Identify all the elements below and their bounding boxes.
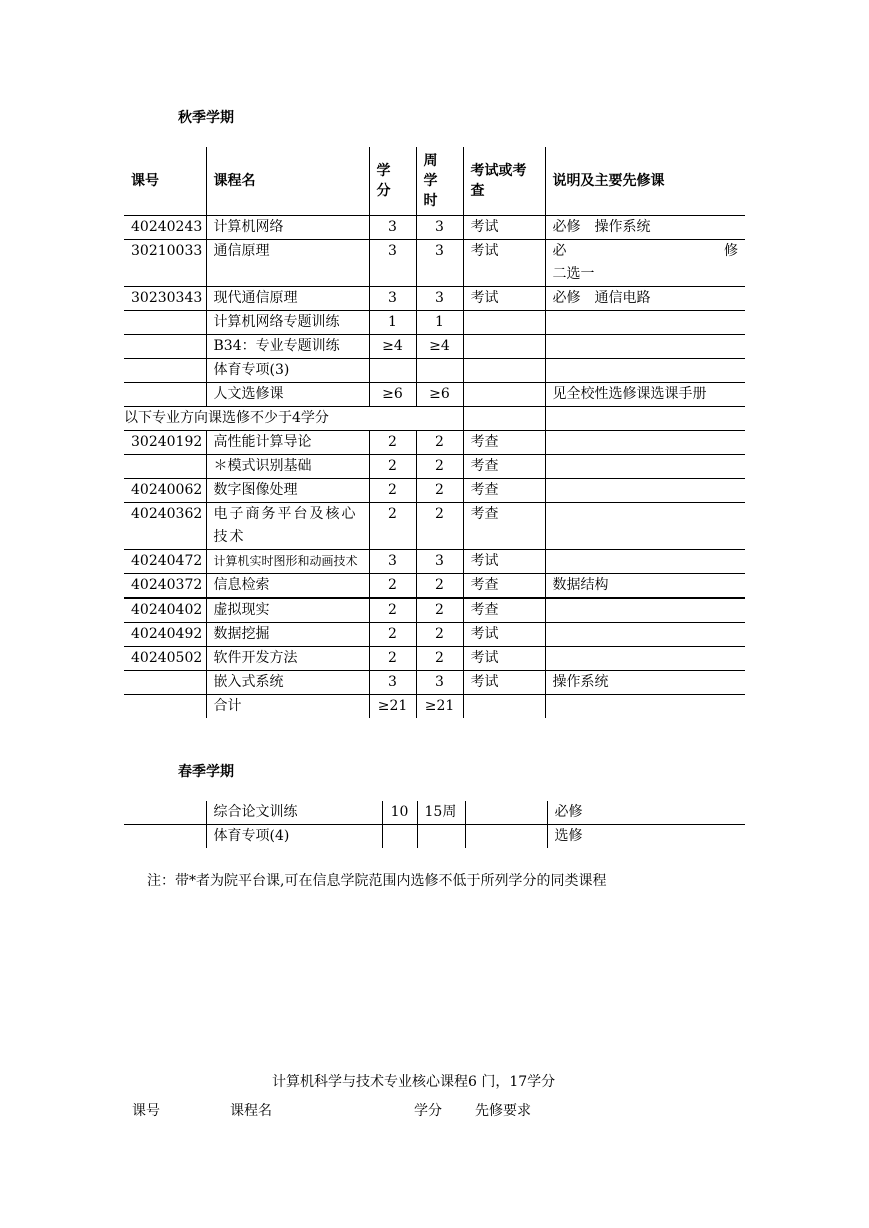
table-row (124, 358, 745, 382)
course-credit: 2 (369, 430, 416, 454)
course-name: 计算机实时图形和动画技术 (206, 549, 369, 573)
course-exam: 考查 (463, 430, 545, 454)
table-row (124, 694, 745, 718)
course-exam: 考试 (463, 215, 545, 239)
table-row (124, 502, 745, 549)
course-credit: 2 (369, 573, 416, 598)
course-notes: 必修 操作系统 (545, 215, 745, 239)
header-hours: 周 学 时 (416, 147, 463, 215)
header-notes: 说明及主要先修课 (545, 147, 745, 215)
course-exam: 考试 (463, 239, 545, 286)
table-row (124, 239, 745, 286)
table-row (124, 801, 745, 825)
notes-line2: 二选一 (552, 265, 595, 282)
course-notes (545, 502, 745, 549)
course-code: 40240502 (124, 646, 206, 670)
table-row (124, 549, 745, 573)
course-exam (463, 334, 545, 358)
course-code (124, 334, 206, 358)
course-code (124, 310, 206, 334)
course-name: 通信原理 (206, 239, 369, 286)
core-header-code: 课号 (132, 1103, 160, 1119)
table-row (124, 310, 745, 334)
spring-course-table (124, 801, 745, 848)
course-code: 40240372 (124, 573, 206, 598)
section-span-label: 以下专业方向课选修不少于4学分 (124, 406, 463, 430)
table-row (124, 430, 745, 454)
table-row (124, 334, 745, 358)
table-row (124, 406, 745, 430)
course-notes (545, 334, 745, 358)
course-hours: 3 (416, 549, 463, 573)
autumn-course-table (124, 147, 745, 718)
course-exam: 考查 (463, 454, 545, 478)
course-hours: 3 (416, 215, 463, 239)
course-notes (545, 694, 745, 718)
course-hours (417, 825, 465, 849)
course-notes: 见全校性选修课选课手册 (545, 382, 745, 406)
notes-left: 必 (552, 242, 567, 259)
course-notes (545, 430, 745, 454)
course-exam: 考查 (463, 502, 545, 549)
course-notes (545, 549, 745, 573)
course-hours: 2 (416, 573, 463, 598)
course-name: 嵌入式系统 (206, 670, 369, 694)
course-notes: 操作系统 (545, 670, 745, 694)
core-courses-title: 计算机科学与技术专业核心课程6 门，17学分 (272, 1074, 556, 1090)
course-name: 现代通信原理 (206, 286, 369, 310)
notes-line (553, 240, 739, 263)
course-notes (545, 646, 745, 670)
course-exam: 考试 (463, 646, 545, 670)
table-row (124, 215, 745, 239)
course-code: 40240243 (124, 215, 206, 239)
course-hours: 1 (416, 310, 463, 334)
course-exam (463, 358, 545, 382)
spring-semester-title: 春季学期 (178, 764, 234, 780)
course-hours: 2 (416, 430, 463, 454)
header-credit: 学 分 (369, 147, 416, 215)
course-credit: 2 (369, 478, 416, 502)
empty-cell (463, 406, 545, 430)
course-code: 30240192 (124, 430, 206, 454)
course-code: 40240402 (124, 598, 206, 623)
course-code (124, 670, 206, 694)
course-name: ＊模式识别基础 (206, 454, 369, 478)
course-exam: 考试 (463, 286, 545, 310)
footnote: 注：带*者为院平台课,可在信息学院范围内选修不低于所列学分的同类课程 (147, 873, 607, 889)
course-credit: ≥6 (369, 382, 416, 406)
course-credit: ≥21 (369, 694, 416, 718)
core-header-credit: 学分 (414, 1103, 442, 1119)
course-hours: 2 (416, 478, 463, 502)
table-row (124, 670, 745, 694)
table-row (124, 646, 745, 670)
header-name: 课程名 (206, 147, 369, 215)
course-hours: 2 (416, 646, 463, 670)
course-hours: 2 (416, 454, 463, 478)
course-name: 体育专项(4) (206, 825, 382, 849)
table-row (124, 622, 745, 646)
course-notes: 必修 (547, 801, 745, 825)
course-name: 数据挖掘 (206, 622, 369, 646)
course-hours: 3 (416, 670, 463, 694)
course-notes: 必修 通信电路 (545, 286, 745, 310)
course-credit: ≥4 (369, 334, 416, 358)
course-credit: 10 (382, 801, 417, 825)
course-credit: 3 (369, 549, 416, 573)
course-name: 软件开发方法 (206, 646, 369, 670)
course-credit: 2 (369, 454, 416, 478)
course-hours (416, 358, 463, 382)
course-hours: 2 (416, 598, 463, 623)
course-code (124, 382, 206, 406)
course-hours: 15周 (417, 801, 465, 825)
course-notes (545, 478, 745, 502)
course-notes (545, 358, 745, 382)
header-exam: 考试或考 查 (463, 147, 545, 215)
course-notes (545, 239, 745, 286)
course-code (124, 358, 206, 382)
table-row (124, 286, 745, 310)
course-hours: 3 (416, 286, 463, 310)
course-exam (465, 825, 547, 849)
course-exam (463, 694, 545, 718)
course-name: 计算机网络专题训练 (206, 310, 369, 334)
course-name: 合计 (206, 694, 369, 718)
course-credit: 3 (369, 215, 416, 239)
core-header-name: 课程名 (230, 1103, 272, 1119)
table-row (124, 478, 745, 502)
course-exam (463, 310, 545, 334)
table-row (124, 825, 745, 849)
course-exam: 考查 (463, 478, 545, 502)
autumn-semester-title: 秋季学期 (178, 110, 234, 126)
course-notes: 选修 (547, 825, 745, 849)
course-name: 数字图像处理 (206, 478, 369, 502)
course-name: 信息检索 (206, 573, 369, 598)
course-hours: ≥4 (416, 334, 463, 358)
course-exam (465, 801, 547, 825)
empty-cell (545, 406, 745, 430)
course-code: 40240492 (124, 622, 206, 646)
course-code: 40240062 (124, 478, 206, 502)
notes-right: 修 (724, 242, 738, 259)
header-code: 课号 (124, 147, 206, 215)
course-credit: 2 (369, 502, 416, 549)
course-code (124, 454, 206, 478)
course-name: 虚拟现实 (206, 598, 369, 623)
course-name: 高性能计算导论 (206, 430, 369, 454)
course-credit: 2 (369, 646, 416, 670)
course-credit: 2 (369, 622, 416, 646)
core-header-prereq: 先修要求 (475, 1103, 531, 1119)
table-row (124, 573, 745, 598)
course-notes (545, 454, 745, 478)
course-code (124, 801, 206, 825)
course-name: 人文选修课 (206, 382, 369, 406)
course-code: 30210033 (124, 239, 206, 286)
course-credit: 3 (369, 670, 416, 694)
course-name: 计算机网络 (206, 215, 369, 239)
course-notes (545, 622, 745, 646)
course-hours: 2 (416, 502, 463, 549)
course-credit: 2 (369, 598, 416, 623)
course-hours: 2 (416, 622, 463, 646)
course-exam: 考试 (463, 622, 545, 646)
course-notes (545, 310, 745, 334)
course-code: 40240472 (124, 549, 206, 573)
course-credit: 1 (369, 310, 416, 334)
course-code (124, 825, 206, 849)
table-header-row (124, 147, 745, 215)
course-notes: 数据结构 (545, 573, 745, 598)
table-row (124, 382, 745, 406)
course-name: 电子商务平台及核心技术 (206, 502, 369, 549)
course-hours: ≥6 (416, 382, 463, 406)
course-code: 30230343 (124, 286, 206, 310)
course-name: 体育专项(3) (206, 358, 369, 382)
course-name: B34：专业专题训练 (206, 334, 369, 358)
course-code: 40240362 (124, 502, 206, 549)
course-credit: 3 (369, 286, 416, 310)
table-row (124, 454, 745, 478)
course-code (124, 694, 206, 718)
course-credit: 3 (369, 239, 416, 286)
course-name: 综合论文训练 (206, 801, 382, 825)
course-exam: 考查 (463, 598, 545, 623)
course-credit (369, 358, 416, 382)
course-exam: 考试 (463, 670, 545, 694)
course-hours: ≥21 (416, 694, 463, 718)
course-credit (382, 825, 417, 849)
course-exam: 考查 (463, 573, 545, 598)
table-row (124, 598, 745, 623)
course-hours: 3 (416, 239, 463, 286)
course-exam: 考试 (463, 549, 545, 573)
course-exam (463, 382, 545, 406)
course-notes (545, 598, 745, 623)
